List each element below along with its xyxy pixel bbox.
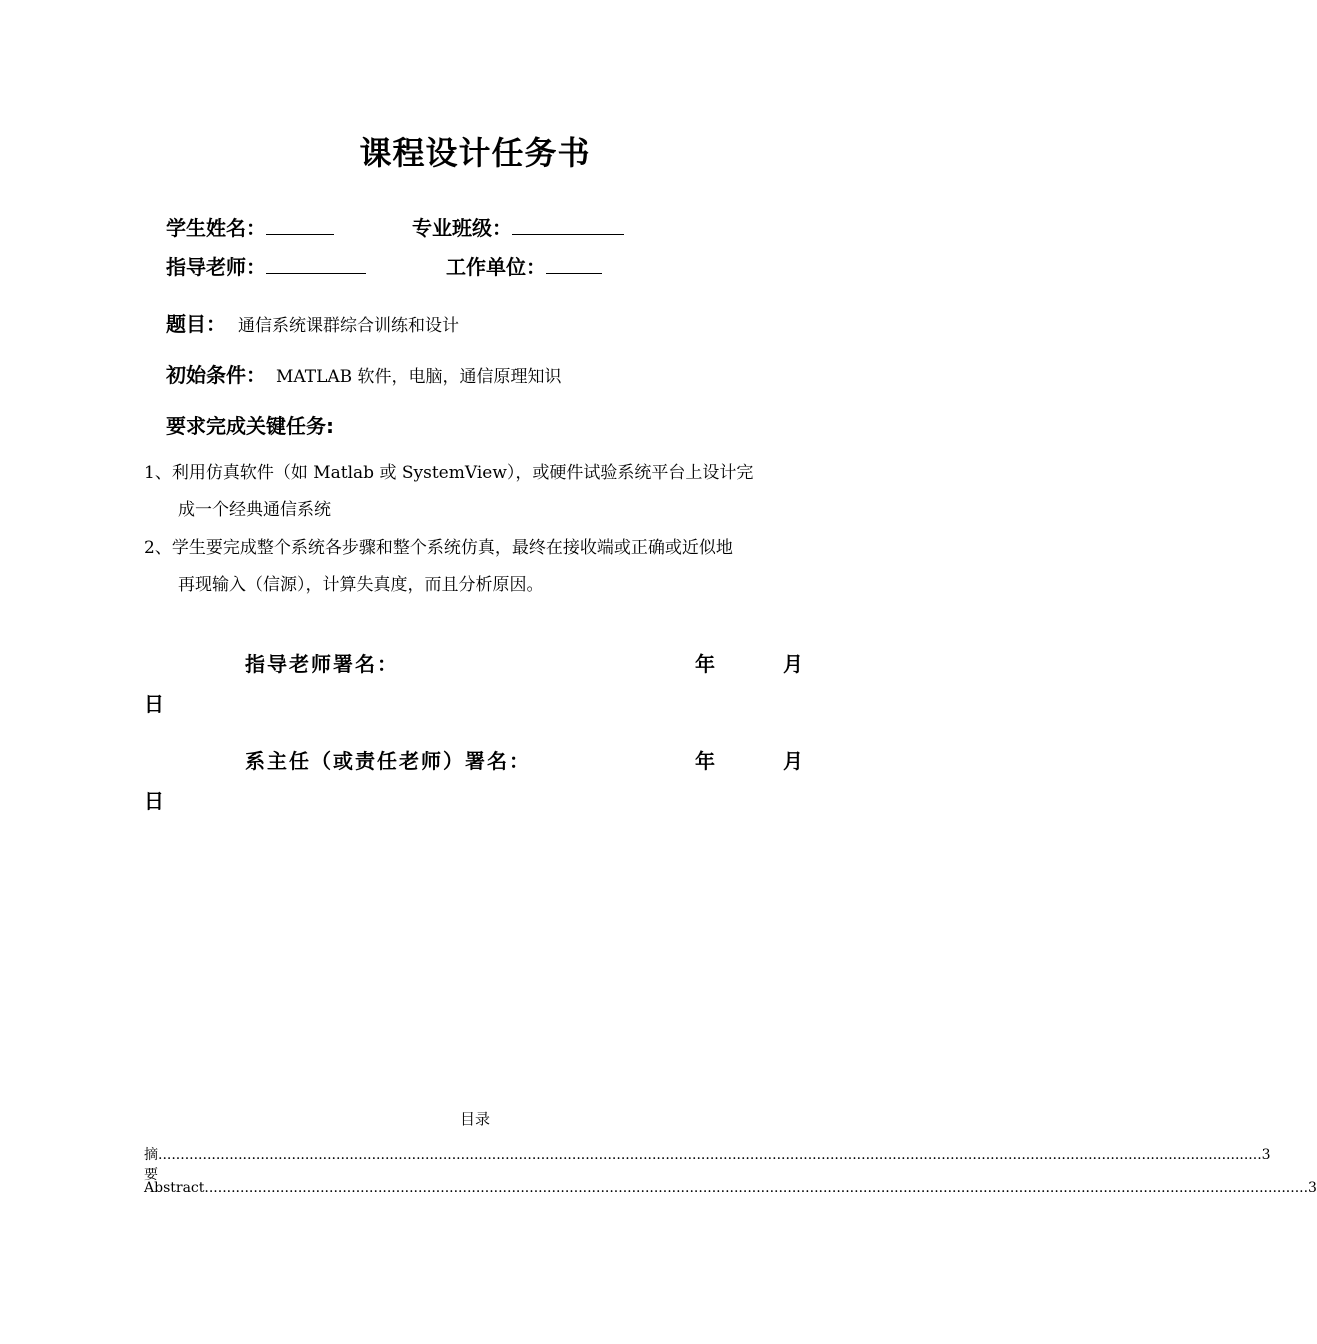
toc-leader-dots: ........................................................................................................................................................................................................................................................ xyxy=(204,1180,1309,1196)
advisor-label: 指导老师： xyxy=(166,255,266,279)
advisor-blank xyxy=(266,252,366,274)
advisor-signature-month: 月 xyxy=(783,652,805,676)
student-name-label: 学生姓名： xyxy=(166,216,266,240)
page-title: 课程设计任务书 xyxy=(359,134,591,172)
task-item xyxy=(144,455,814,529)
student-name-field xyxy=(166,212,334,241)
conditions-line xyxy=(166,359,562,388)
conditions-value: MATLAB 软件，电脑，通信原理知识 xyxy=(276,367,562,387)
topic-value: 通信系统课群综合训练和设计 xyxy=(238,316,459,336)
director-signature-year: 年 xyxy=(695,749,717,773)
tasks-heading-text: 要求完成关键任务: xyxy=(166,414,334,438)
toc-entry-text: 摘要 xyxy=(144,1147,158,1183)
topic-line xyxy=(166,308,459,337)
toc-entry[interactable] xyxy=(144,1144,1271,1184)
task-line-continued: 成一个经典通信系统 xyxy=(178,500,331,520)
advisor-signature-label: 指导老师署名： xyxy=(245,652,399,676)
student-name-blank xyxy=(266,213,334,235)
tasks-heading xyxy=(166,410,334,439)
task-line: 2、学生要完成整个系统各步骤和整个系统仿真，最终在接收端或正确或近似地 xyxy=(144,538,733,558)
topic-label: 题目： xyxy=(166,312,226,336)
director-signature-month: 月 xyxy=(783,749,805,773)
advisor-field xyxy=(166,251,366,280)
toc-entry-text: Abstract xyxy=(144,1180,205,1196)
class-field xyxy=(412,212,624,241)
toc-entry-page: 3 xyxy=(1261,1147,1271,1163)
advisor-signature-year: 年 xyxy=(695,652,717,676)
unit-label: 工作单位： xyxy=(446,255,546,279)
task-item xyxy=(144,530,814,604)
toc-entry-page: 3 xyxy=(1308,1180,1317,1196)
toc-title: 目录 xyxy=(459,1110,490,1128)
toc-entry[interactable] xyxy=(144,1180,1317,1196)
conditions-label: 初始条件： xyxy=(166,363,266,387)
class-label: 专业班级： xyxy=(412,216,512,240)
director-signature-label: 系主任（或责任老师）署名： xyxy=(245,749,531,773)
advisor-signature-day: 日 xyxy=(144,692,166,716)
director-signature-day: 日 xyxy=(144,789,166,813)
task-line-continued: 再现输入（信源），计算失真度，而且分析原因。 xyxy=(178,575,544,595)
unit-blank xyxy=(546,252,602,274)
toc-leader-dots: ........................................................................................................................................................................................................................................................ xyxy=(158,1147,1262,1163)
unit-field xyxy=(446,251,602,280)
class-blank xyxy=(512,213,624,235)
task-line: 1、利用仿真软件（如 Matlab 或 SystemView），或硬件试验系统平台上设计完 xyxy=(144,463,754,483)
